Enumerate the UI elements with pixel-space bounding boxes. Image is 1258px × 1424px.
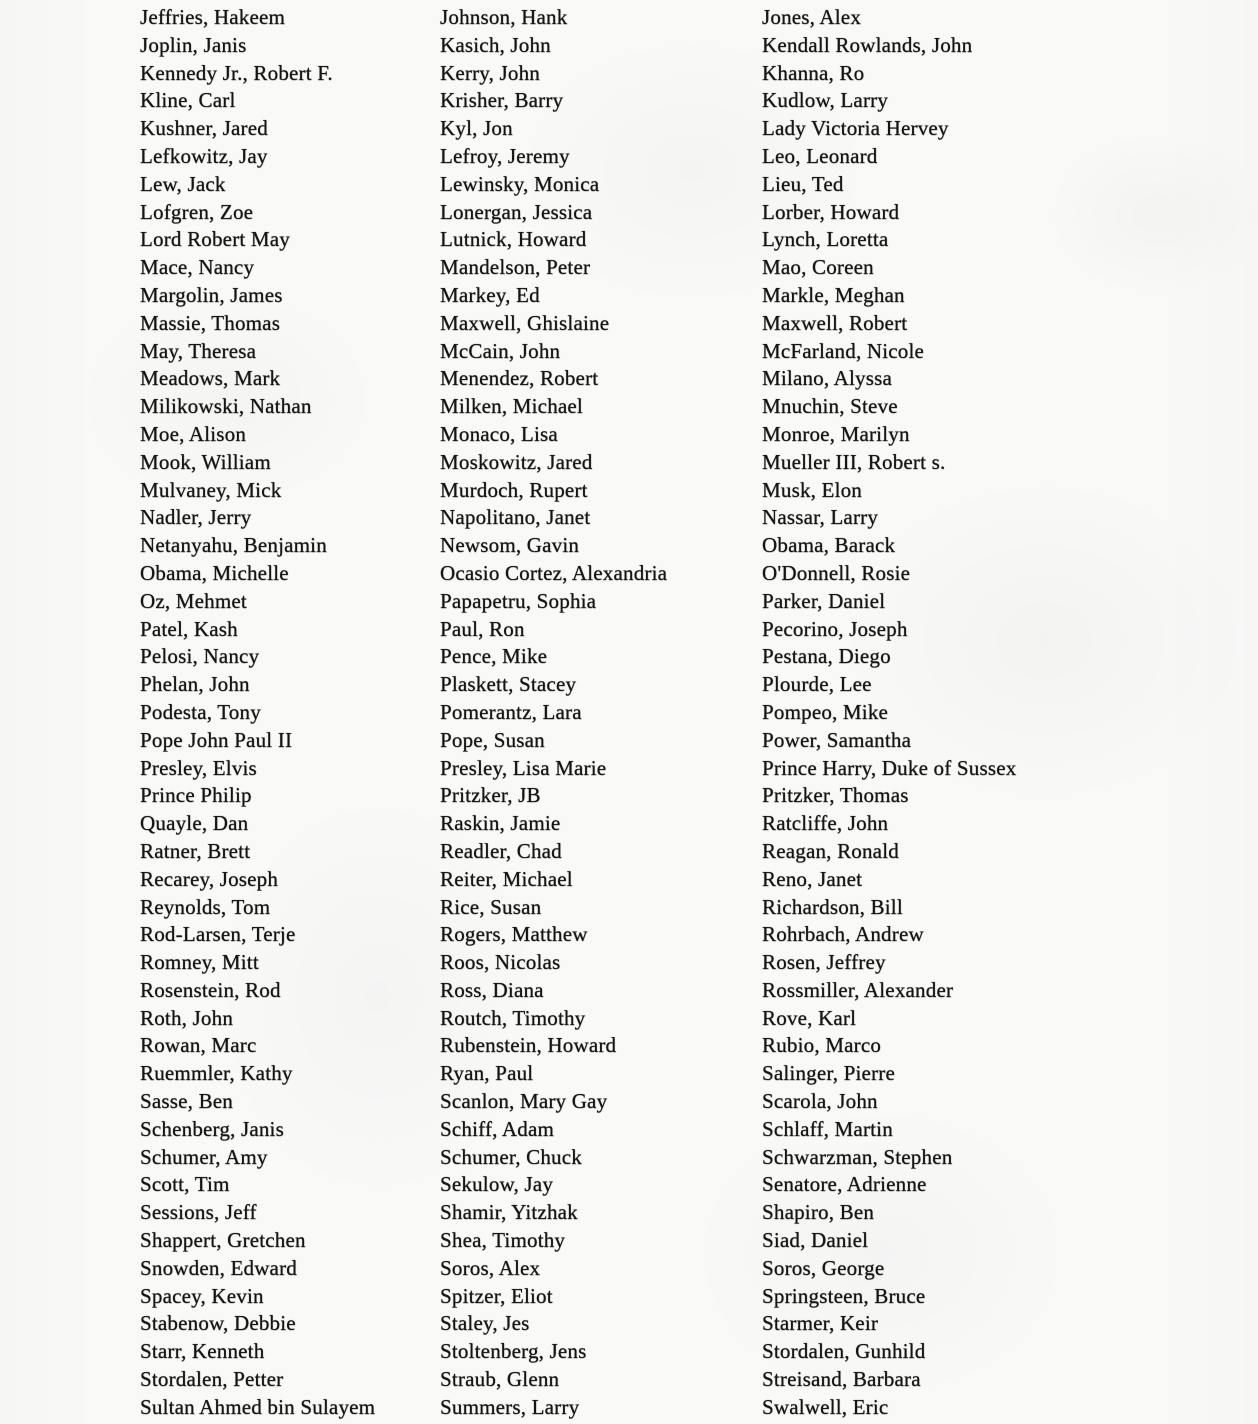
list-item: Roos, Nicolas xyxy=(440,950,561,975)
list-item: Schwarzman, Stephen xyxy=(762,1144,953,1169)
list-item: Rice, Susan xyxy=(440,894,542,919)
list-item: Lefroy, Jeremy xyxy=(440,143,570,168)
list-item: Rove, Karl xyxy=(762,1005,857,1030)
list-item: Senatore, Adrienne xyxy=(762,1172,927,1197)
list-item: Mao, Coreen xyxy=(762,255,874,280)
list-item: Scarola, John xyxy=(762,1089,878,1114)
list-item: Nadler, Jerry xyxy=(140,505,252,530)
list-item: Lonergan, Jessica xyxy=(440,199,593,224)
list-item: Ocasio Cortez, Alexandria xyxy=(440,560,668,585)
list-item: Lewinsky, Monica xyxy=(440,171,600,196)
list-item: Raskin, Jamie xyxy=(440,811,561,836)
list-item: Pelosi, Nancy xyxy=(140,644,260,669)
list-item: Papapetru, Sophia xyxy=(440,588,597,613)
list-item: Patel, Kash xyxy=(140,616,238,641)
list-item: Swalwell, Eric xyxy=(762,1394,889,1419)
list-item: Pope John Paul II xyxy=(140,727,293,752)
list-item: Pritzker, Thomas xyxy=(762,783,909,808)
list-item: Routch, Timothy xyxy=(440,1005,586,1030)
list-item: May, Theresa xyxy=(140,338,257,363)
name-column-1 xyxy=(140,4,375,1422)
list-item: Romney, Mitt xyxy=(140,950,259,975)
list-item: Lady Victoria Hervey xyxy=(762,116,949,141)
list-item: Sessions, Jeff xyxy=(140,1200,257,1225)
list-item: Kennedy Jr., Robert F. xyxy=(140,60,333,85)
list-item: Kyl, Jon xyxy=(440,116,513,141)
list-item: Schiff, Adam xyxy=(440,1116,555,1141)
list-item: Kasich, John xyxy=(440,32,551,57)
list-item: Ross, Diana xyxy=(440,977,544,1002)
list-item: Maxwell, Ghislaine xyxy=(440,310,610,335)
list-item: Kendall Rowlands, John xyxy=(762,32,973,57)
list-item: Mace, Nancy xyxy=(140,255,255,280)
list-item: Phelan, John xyxy=(140,672,250,697)
list-item: Joplin, Janis xyxy=(140,32,247,57)
list-item: Quayle, Dan xyxy=(140,811,249,836)
list-item: Salinger, Pierre xyxy=(762,1061,895,1086)
list-item: Krisher, Barry xyxy=(440,88,564,113)
list-item: Plaskett, Stacey xyxy=(440,672,577,697)
list-item: Rogers, Matthew xyxy=(440,922,588,947)
list-item: Rowan, Marc xyxy=(140,1033,257,1058)
list-item: Nassar, Larry xyxy=(762,505,879,530)
list-item: Margolin, James xyxy=(140,282,283,307)
list-item: Ryan, Paul xyxy=(440,1061,534,1086)
list-item: Shappert, Gretchen xyxy=(140,1228,306,1253)
list-item: Jones, Alex xyxy=(762,5,862,29)
list-item: Jeffries, Hakeem xyxy=(140,5,286,29)
list-item: Mook, William xyxy=(140,449,271,474)
list-item: Ratcliffe, John xyxy=(762,811,889,836)
list-item: Spacey, Kevin xyxy=(140,1283,264,1308)
list-item: Stoltenberg, Jens xyxy=(440,1339,587,1364)
list-item: Pecorino, Joseph xyxy=(762,616,908,641)
list-item: Scanlon, Mary Gay xyxy=(440,1089,608,1114)
list-item: Summers, Larry xyxy=(440,1394,580,1419)
list-item: Soros, George xyxy=(762,1255,885,1280)
list-item: Stabenow, Debbie xyxy=(140,1311,296,1336)
name-column-3 xyxy=(762,4,1016,1422)
list-item: Power, Samantha xyxy=(762,727,912,752)
list-item: Streisand, Barbara xyxy=(762,1367,921,1392)
list-item: Pritzker, JB xyxy=(440,783,541,808)
list-item: Paul, Ron xyxy=(440,616,525,641)
list-item: Netanyahu, Benjamin xyxy=(140,533,327,558)
list-item: Monaco, Lisa xyxy=(440,421,558,446)
list-item: Reagan, Ronald xyxy=(762,838,899,863)
list-item: Rosen, Jeffrey xyxy=(762,950,886,975)
list-item: Mandelson, Peter xyxy=(440,255,591,280)
list-item: Staley, Jes xyxy=(440,1311,530,1336)
list-item: Rubio, Marco xyxy=(762,1033,882,1058)
list-item: Roth, John xyxy=(140,1005,234,1030)
list-item: Reiter, Michael xyxy=(440,866,573,891)
list-item: Moskowitz, Jared xyxy=(440,449,593,474)
list-item: Napolitano, Janet xyxy=(440,505,591,530)
list-item: Rohrbach, Andrew xyxy=(762,922,924,947)
list-item: Scott, Tim xyxy=(140,1172,230,1197)
list-item: Monroe, Marilyn xyxy=(762,421,910,446)
list-item: Sultan Ahmed bin Sulayem xyxy=(140,1394,376,1419)
list-item: Ruemmler, Kathy xyxy=(140,1061,293,1086)
list-item: Soros, Alex xyxy=(440,1255,541,1280)
list-item: Pomerantz, Lara xyxy=(440,699,582,724)
list-item: Reno, Janet xyxy=(762,866,863,891)
list-item: Pence, Mike xyxy=(440,644,548,669)
list-item: Mnuchin, Steve xyxy=(762,394,898,419)
list-item: McFarland, Nicole xyxy=(762,338,925,363)
list-item: Reynolds, Tom xyxy=(140,894,271,919)
list-item: Meadows, Mark xyxy=(140,366,281,391)
list-item: Plourde, Lee xyxy=(762,672,872,697)
list-item: Straub, Glenn xyxy=(440,1367,560,1392)
list-item: Lorber, Howard xyxy=(762,199,900,224)
list-item: Pestana, Diego xyxy=(762,644,891,669)
list-item: Prince Harry, Duke of Sussex xyxy=(762,755,1017,780)
list-item: Pompeo, Mike xyxy=(762,699,889,724)
list-item: Schumer, Chuck xyxy=(440,1144,582,1169)
list-item: Murdoch, Rupert xyxy=(440,477,588,502)
list-item: Kerry, John xyxy=(440,60,540,85)
list-item: Prince Philip xyxy=(140,783,252,808)
list-item: Newsom, Gavin xyxy=(440,533,580,558)
list-item: Mueller III, Robert s. xyxy=(762,449,946,474)
name-column-2 xyxy=(440,4,667,1422)
list-item: Lord Robert May xyxy=(140,227,290,252)
list-item: Starmer, Keir xyxy=(762,1311,879,1336)
list-item: Oz, Mehmet xyxy=(140,588,247,613)
list-item: Milano, Alyssa xyxy=(762,366,892,391)
list-item: Starr, Kenneth xyxy=(140,1339,265,1364)
list-item: O'Donnell, Rosie xyxy=(762,560,911,585)
list-item: Schenberg, Janis xyxy=(140,1116,284,1141)
list-item: Moe, Alison xyxy=(140,421,247,446)
list-item: Shapiro, Ben xyxy=(762,1200,875,1225)
list-item: Milken, Michael xyxy=(440,394,583,419)
list-item: Menendez, Robert xyxy=(440,366,599,391)
list-item: Schumer, Amy xyxy=(140,1144,268,1169)
list-item: Kudlow, Larry xyxy=(762,88,889,113)
list-item: Recarey, Joseph xyxy=(140,866,279,891)
list-item: Springsteen, Bruce xyxy=(762,1283,926,1308)
list-item: McCain, John xyxy=(440,338,561,363)
list-item: Siad, Daniel xyxy=(762,1228,869,1253)
list-item: Spitzer, Eliot xyxy=(440,1283,553,1308)
list-item: Stordalen, Petter xyxy=(140,1367,284,1392)
list-item: Rossmiller, Alexander xyxy=(762,977,954,1002)
list-item: Kline, Carl xyxy=(140,88,236,113)
list-item: Shea, Timothy xyxy=(440,1228,566,1253)
list-item: Parker, Daniel xyxy=(762,588,886,613)
list-item: Maxwell, Robert xyxy=(762,310,908,335)
list-item: Musk, Elon xyxy=(762,477,863,502)
list-item: Schlaff, Martin xyxy=(762,1116,893,1141)
list-item: Lew, Jack xyxy=(140,171,226,196)
list-item: Readler, Chad xyxy=(440,838,562,863)
list-item: Podesta, Tony xyxy=(140,699,261,724)
list-item: Ratner, Brett xyxy=(140,838,251,863)
list-item: Shamir, Yitzhak xyxy=(440,1200,578,1225)
list-item: Richardson, Bill xyxy=(762,894,903,919)
list-item: Pope, Susan xyxy=(440,727,545,752)
list-item: Rosenstein, Rod xyxy=(140,977,281,1002)
list-item: Rod-Larsen, Terje xyxy=(140,922,296,947)
list-item: Lieu, Ted xyxy=(762,171,844,196)
list-item: Snowden, Edward xyxy=(140,1255,297,1280)
list-item: Milikowski, Nathan xyxy=(140,394,312,419)
list-item: Johnson, Hank xyxy=(440,5,568,29)
list-item: Markey, Ed xyxy=(440,282,540,307)
list-item: Markle, Meghan xyxy=(762,282,905,307)
list-item: Obama, Michelle xyxy=(140,560,289,585)
list-item: Leo, Leonard xyxy=(762,143,878,168)
list-item: Lofgren, Zoe xyxy=(140,199,254,224)
list-item: Rubenstein, Howard xyxy=(440,1033,617,1058)
list-item: Stordalen, Gunhild xyxy=(762,1339,926,1364)
list-item: Obama, Barack xyxy=(762,533,896,558)
list-item: Lutnick, Howard xyxy=(440,227,587,252)
list-item: Kushner, Jared xyxy=(140,116,268,141)
list-item: Khanna, Ro xyxy=(762,60,865,85)
list-item: Presley, Elvis xyxy=(140,755,257,780)
list-item: Sasse, Ben xyxy=(140,1089,233,1114)
list-item: Sekulow, Jay xyxy=(440,1172,554,1197)
list-item: Lynch, Loretta xyxy=(762,227,889,252)
list-item: Lefkowitz, Jay xyxy=(140,143,268,168)
list-item: Presley, Lisa Marie xyxy=(440,755,607,780)
list-item: Mulvaney, Mick xyxy=(140,477,282,502)
list-item: Massie, Thomas xyxy=(140,310,281,335)
